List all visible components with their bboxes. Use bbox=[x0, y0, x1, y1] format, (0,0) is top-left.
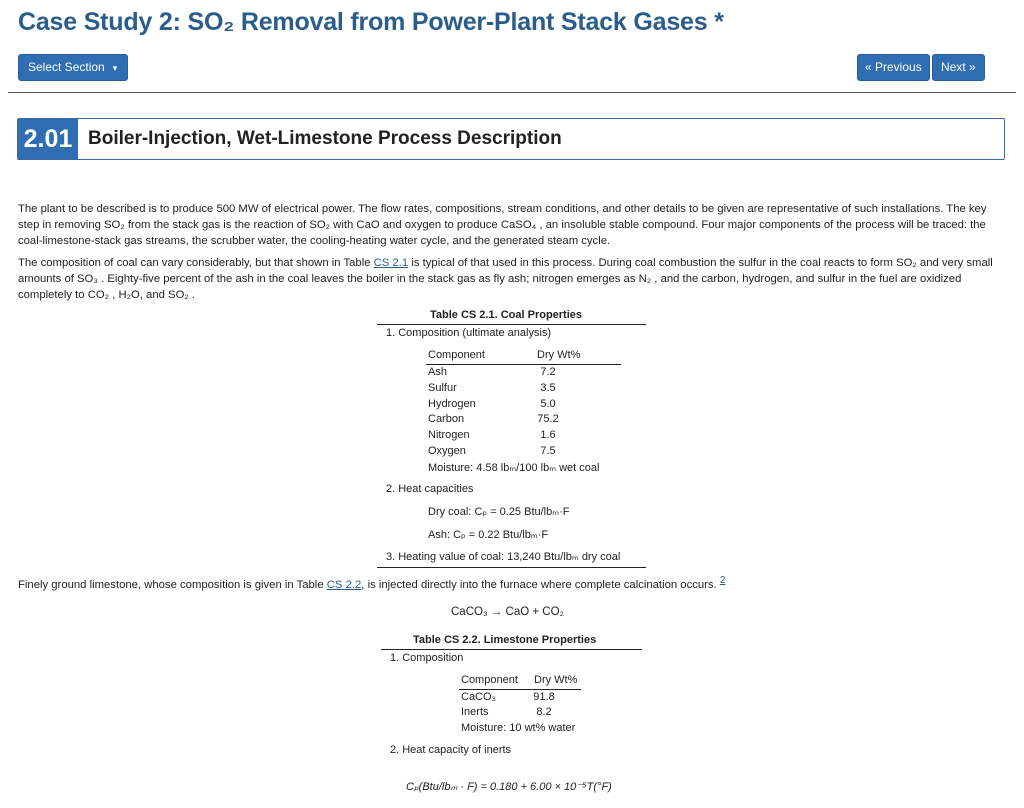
table1-top-rule bbox=[377, 324, 646, 325]
table-row-value: 3.5 bbox=[540, 382, 556, 394]
table1-caption: Table CS 2.1. Coal Properties bbox=[430, 309, 583, 321]
table1-ash-cp: Ash: Cₚ = 0.22 Btu/lbₘ·F bbox=[428, 529, 549, 541]
previous-button[interactable]: « Previous bbox=[857, 54, 930, 81]
table1-col-drywt: Dry Wt% bbox=[537, 349, 581, 361]
table2-header-rule bbox=[459, 689, 581, 690]
table-row-value: 7.2 bbox=[540, 366, 556, 378]
table1-drycoal-cp: Dry coal: Cₚ = 0.25 Btu/lbₘ·F bbox=[428, 506, 570, 518]
table2-col-drywt: Dry Wt% bbox=[534, 674, 578, 686]
table-row-component: Oxygen bbox=[428, 445, 466, 457]
select-section-button[interactable]: Select Section ▾ bbox=[18, 54, 128, 81]
table1-item-composition: 1. Composition (ultimate analysis) bbox=[386, 327, 552, 339]
table1-moisture: Moisture: 4.58 lbₘ/100 lbₘ wet coal bbox=[428, 462, 600, 474]
chevron-down-icon: ▾ bbox=[112, 63, 118, 73]
table2-item-composition: 1. Composition bbox=[390, 652, 464, 664]
paragraph-intro: The plant to be described is to produce 500 MW of electrical power. The flow rates, compositions, stream conditions, and other details to be given are representative of such installations. The key step in removing SO₂ from the stack gas is the reaction of SO₂ with CaO and oxygen to produce CaSO₄ , an insoluble stable compound. Four major components of the process will be traced: the coal-limestone-stack gas streams, the scrubber water, the cooling-heating water cycle, and the generated steam cycle. bbox=[18, 203, 987, 247]
table2-moisture: Moisture: 10 wt% water bbox=[461, 722, 576, 734]
table-row-component: Ash bbox=[428, 366, 447, 378]
section-number: 2.01 bbox=[18, 119, 78, 159]
divider bbox=[8, 92, 1016, 93]
table1-col-component: Component bbox=[428, 349, 485, 361]
next-button[interactable]: Next » bbox=[932, 54, 985, 81]
table-row-component: CaCO₃ bbox=[461, 691, 497, 703]
paragraph-limestone: Finely ground limestone, whose composition is given in Table CS 2.2, is injected directly into the furnace where complete calcination occurs. 2 bbox=[18, 575, 726, 591]
table-cs-2-1-link[interactable]: CS 2.1 bbox=[373, 257, 409, 269]
table2-col-component: Component bbox=[461, 674, 518, 686]
footnote-link[interactable]: 2 bbox=[719, 575, 726, 586]
paragraph-coal-composition: The composition of coal can vary considerably, but that shown in Table CS 2.1 is typical of that used in this process. During coal combustion the sulfur in the coal reacts to form SO₂ and very small amounts of SO₃ . Eighty-five percent of the ash in the coal leaves the boiler in the stack gas as fly ash; nitrogen emerges as N₂ , and the carbon, hydrogen, and sulfur in the fuel are oxidized completely to CO₂ , H₂O, and SO₂ . bbox=[18, 257, 993, 301]
table1-item-heating-value: 3. Heating value of coal: 13,240 Btu/lbₘ dry coal bbox=[386, 551, 621, 563]
table-cs-2-2-link[interactable]: CS 2.2 bbox=[326, 579, 362, 591]
table1-item-heat-capacities: 2. Heat capacities bbox=[386, 483, 474, 495]
section-title: Boiler-Injection, Wet-Limestone Process Description bbox=[88, 128, 562, 149]
page-title: Case Study 2: SO₂ Removal from Power-Plant Stack Gases * bbox=[18, 8, 724, 36]
table-row-component: Nitrogen bbox=[428, 429, 470, 441]
table-row-value: 1.6 bbox=[540, 429, 556, 441]
table-row-component: Sulfur bbox=[428, 382, 457, 394]
table-row-value: 91.8 bbox=[533, 691, 555, 703]
table-row-component: Hydrogen bbox=[428, 398, 476, 410]
table-row-value: 8.2 bbox=[536, 706, 552, 718]
section-header bbox=[17, 118, 1005, 160]
table-row-component: Inerts bbox=[461, 706, 489, 718]
table-row-value: 75.2 bbox=[537, 413, 559, 425]
table1-header-rule bbox=[426, 364, 621, 365]
table-row-component: Carbon bbox=[428, 413, 465, 425]
table1-bottom-rule bbox=[377, 567, 646, 568]
table2-item-heat-capacity: 2. Heat capacity of inerts bbox=[390, 744, 512, 756]
heat-capacity-formula: Cₚ(Btu/lbₘ · F) = 0.180 + 6.00 × 10⁻⁵T(°F) bbox=[406, 781, 612, 793]
table2-top-rule bbox=[381, 649, 642, 650]
star-icon: * bbox=[714, 8, 724, 36]
table-row-value: 7.5 bbox=[540, 445, 556, 457]
calcination-equation: CaCO₃ → CaO + CO₂ bbox=[451, 606, 564, 618]
table2-caption: Table CS 2.2. Limestone Properties bbox=[413, 634, 597, 646]
table-row-value: 5.0 bbox=[540, 398, 556, 410]
